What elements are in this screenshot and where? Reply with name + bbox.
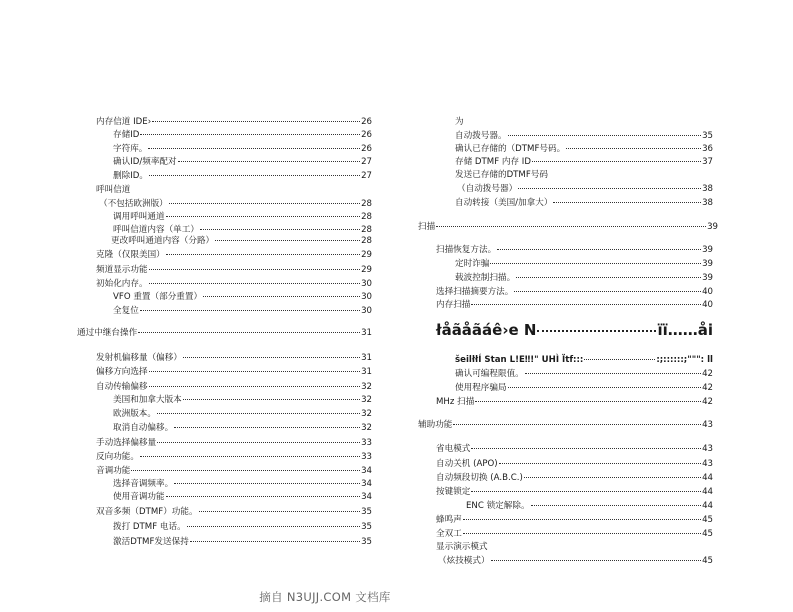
toc-entry-title: 调用呼叫通道 — [113, 212, 165, 222]
toc-dot-leader — [178, 161, 360, 162]
toc-page-number: 45 — [702, 515, 713, 525]
toc-page-number: 32 — [361, 423, 372, 433]
toc-page-number: 38 — [702, 184, 713, 194]
toc-dot-leader — [149, 283, 360, 284]
toc-dot-leader — [514, 291, 701, 292]
toc-dot-leader — [190, 541, 360, 542]
toc-entry[interactable] — [113, 423, 372, 434]
toc-entry-title: MHz 扫描 — [436, 397, 475, 407]
toc-entry-title: 反向功能。 — [96, 452, 139, 462]
toc-dot-leader — [140, 134, 360, 135]
toc-entry-title: VFO 重置（部分重置） — [113, 292, 203, 302]
toc-page-number: 38 — [702, 198, 713, 208]
toc-entry-title: 显示演示模式 — [436, 542, 488, 552]
toc-entry[interactable] — [455, 144, 713, 155]
toc-dot-leader — [149, 386, 360, 387]
toc-page-number: 32 — [361, 382, 372, 392]
toc-page-number: 31 — [361, 367, 372, 377]
toc-entry[interactable] — [436, 322, 713, 338]
toc-page-number: 39 — [702, 273, 713, 283]
toc-entry[interactable] — [96, 117, 372, 128]
toc-entry[interactable] — [436, 397, 713, 408]
toc-entry[interactable] — [96, 279, 372, 290]
toc-entry[interactable] — [96, 185, 372, 196]
toc-entry-title: 使用程序骗局 — [455, 383, 507, 393]
toc-entry-title: 存储ID — [113, 130, 140, 140]
toc-dot-leader — [174, 483, 360, 484]
toc-entry[interactable] — [436, 459, 713, 470]
toc-page-number: 37 — [702, 157, 713, 167]
toc-dot-leader — [471, 304, 701, 305]
toc-entry[interactable] — [77, 328, 372, 339]
toc-page-number: 42 — [702, 369, 713, 379]
toc-entry-title: 发射机偏移量（偏移） — [96, 353, 182, 363]
toc-entry-title: 按键锁定 — [436, 487, 471, 497]
toc-dot-leader — [140, 310, 360, 311]
toc-entry[interactable] — [455, 273, 713, 284]
toc-page-number: 32 — [361, 395, 372, 405]
toc-entry[interactable] — [96, 367, 372, 378]
toc-dot-leader — [491, 560, 701, 561]
toc-dot-leader — [463, 519, 701, 520]
toc-entry-title: 自动转接（美国/加拿大） — [455, 198, 553, 208]
toc-dot-leader — [524, 477, 701, 478]
toc-entry[interactable] — [96, 507, 372, 518]
toc-entry-title: 扫描恢复方法。 — [436, 245, 497, 255]
toc-entry[interactable] — [455, 131, 713, 142]
toc-dot-leader — [508, 135, 701, 136]
toc-dot-leader — [166, 254, 360, 255]
toc-entry-title: 选择扫描摘要方法。 — [436, 287, 514, 297]
toc-entry[interactable] — [113, 157, 372, 168]
toc-page-number: 31 — [361, 353, 372, 363]
toc-entry-title: 确认ID/频率配对 — [113, 157, 177, 167]
toc-entry-title: ENC 锁定解除。 — [466, 501, 530, 511]
toc-entry[interactable] — [113, 306, 372, 317]
toc-page-number: 34 — [361, 466, 372, 476]
toc-dot-leader — [152, 121, 360, 122]
toc-entry-title: 呼叫信道 — [96, 185, 131, 195]
toc-entry-title: 定时诈骗 — [455, 259, 490, 269]
toc-dot-leader — [584, 359, 655, 360]
toc-entry[interactable] — [455, 198, 713, 209]
toc-entry[interactable] — [96, 452, 372, 463]
toc-entry-title: 频道显示功能 — [96, 265, 148, 275]
toc-page-number: 34 — [361, 479, 372, 489]
toc-dot-leader — [138, 332, 360, 333]
toc-entry-title: 欧洲版本。 — [113, 409, 156, 419]
toc-entry[interactable] — [436, 487, 713, 498]
toc-dot-leader — [463, 533, 701, 534]
toc-entry[interactable] — [466, 501, 713, 512]
toc-page-number: 43 — [702, 459, 713, 469]
toc-page-number: 39 — [702, 245, 713, 255]
toc-entry[interactable] — [113, 537, 372, 548]
toc-page-number: 45 — [702, 556, 713, 566]
toc-dot-leader — [566, 148, 701, 149]
toc-entry[interactable] — [113, 492, 372, 503]
toc-entry-title: 为 — [455, 117, 464, 127]
toc-dot-leader — [187, 526, 360, 527]
toc-page-number: 30 — [361, 306, 372, 316]
toc-dot-leader — [166, 496, 360, 497]
toc-entry-title: 自动关机 (APO) — [436, 459, 498, 469]
toc-entry-title: 载波控制扫描。 — [455, 273, 516, 283]
toc-entry-title: 音调功能 — [96, 466, 131, 476]
toc-entry[interactable] — [111, 236, 372, 247]
toc-entry[interactable] — [96, 466, 372, 477]
toc-entry[interactable] — [113, 144, 372, 155]
toc-entry[interactable] — [436, 287, 713, 298]
toc-entry-title: 内存扫描 — [436, 300, 471, 310]
toc-page-number: 28 — [361, 212, 372, 222]
toc-page-number: 27 — [361, 171, 372, 181]
watermark-text: 摘自 N3UJJ.COM 文档库 — [259, 590, 391, 604]
toc-page-number: 26 — [361, 130, 372, 140]
toc-dot-leader — [166, 216, 360, 217]
toc-page-number: 44 — [702, 487, 713, 497]
toc-entry-title: 美国和加拿大版本 — [113, 395, 182, 405]
toc-page-number: 26 — [361, 144, 372, 154]
toc-page-number: 35 — [702, 131, 713, 141]
toc-entry[interactable] — [113, 409, 372, 420]
toc-entry-title: （自动拨号器） — [457, 184, 518, 194]
toc-page-number: 39 — [702, 259, 713, 269]
toc-entry[interactable] — [113, 171, 372, 182]
toc-entry[interactable] — [455, 259, 713, 270]
toc-dot-leader — [516, 277, 701, 278]
toc-dot-leader — [157, 413, 360, 414]
toc-entry-title: 发送已存储的DTMF号码 — [455, 170, 548, 180]
toc-entry-title: 自动拨号器。 — [455, 131, 507, 141]
toc-entry[interactable] — [96, 265, 372, 276]
toc-page-number: 40 — [702, 287, 713, 297]
toc-dot-leader — [183, 357, 360, 358]
toc-entry-title: 省电模式 — [436, 444, 471, 454]
toc-entry[interactable] — [113, 522, 372, 533]
toc-page-number: 35 — [361, 507, 372, 517]
toc-page-number: 30 — [361, 292, 372, 302]
toc-dot-leader — [131, 470, 360, 471]
toc-entry[interactable] — [113, 212, 372, 223]
toc-entry[interactable] — [438, 556, 713, 567]
toc-dot-leader — [453, 424, 701, 425]
toc-entry-title: 手动选择偏移量 — [96, 438, 157, 448]
toc-dot-leader — [518, 188, 701, 189]
toc-entry-title: 呼叫信道内容（单工） — [113, 225, 199, 235]
toc-page-number: ïï……åi — [657, 321, 713, 339]
toc-entry-title: 扫描 — [418, 222, 436, 232]
toc-entry[interactable] — [436, 444, 713, 455]
toc-entry[interactable] — [455, 117, 713, 128]
toc-page-number: 42 — [702, 383, 713, 393]
toc-page-number: 44 — [702, 473, 713, 483]
toc-entry[interactable] — [455, 170, 713, 181]
toc-entry-title: 自动传输偏移 — [96, 382, 148, 392]
toc-entry[interactable] — [96, 438, 372, 449]
toc-entry[interactable] — [96, 382, 372, 393]
toc-entry[interactable] — [436, 300, 713, 311]
toc-dot-leader — [537, 330, 656, 332]
toc-entry-title: 内存信道 IDE› — [96, 117, 152, 127]
toc-dot-leader — [532, 161, 701, 162]
toc-page-number: 29 — [361, 265, 372, 275]
toc-dot-leader — [157, 442, 360, 443]
toc-dot-leader — [499, 463, 701, 464]
toc-entry-title: 蜂鸣声 — [436, 515, 462, 525]
toc-page-number: 36 — [702, 144, 713, 154]
toc-entry[interactable] — [96, 353, 372, 364]
toc-page-number: 33 — [361, 452, 372, 462]
toc-entry-title: 全复位 — [113, 306, 139, 316]
toc-dot-leader — [169, 203, 360, 204]
toc-page-number: 28 — [361, 236, 372, 246]
toc-entry[interactable] — [113, 395, 372, 406]
toc-page-number: 26 — [361, 117, 372, 127]
toc-entry[interactable] — [113, 479, 372, 490]
toc-dot-leader — [148, 148, 360, 149]
toc-entry-title: （炫技模式） — [438, 556, 490, 566]
toc-dot-leader — [525, 373, 701, 374]
toc-dot-leader — [490, 263, 701, 264]
toc-page-number: 28 — [361, 199, 372, 209]
toc-page-number: 42 — [702, 397, 713, 407]
toc-dot-leader — [149, 175, 360, 176]
toc-page-number: 33 — [361, 438, 372, 448]
toc-dot-leader — [531, 505, 702, 506]
toc-entry[interactable] — [455, 355, 713, 366]
toc-page-number: :;::::::;""": ll — [656, 355, 713, 365]
toc-page-number: 40 — [702, 300, 713, 310]
toc-page-number: 45 — [702, 529, 713, 539]
toc-entry[interactable] — [113, 225, 372, 236]
toc-entry-title: 克隆（仅限美国） — [96, 250, 165, 260]
toc-entry-title: 更改呼叫通道内容（分路） — [111, 236, 215, 246]
toc-entry[interactable] — [113, 292, 372, 303]
toc-entry-title: 删除ID。 — [113, 171, 148, 181]
toc-dot-leader — [497, 249, 701, 250]
toc-dot-leader — [149, 371, 360, 372]
toc-page-number: 43 — [702, 420, 713, 430]
toc-entry-title: 全双工 — [436, 529, 462, 539]
toc-entry-title: 自动频段切换 (A.B.C.) — [436, 473, 523, 483]
toc-dot-leader — [471, 491, 701, 492]
toc-entry-title: 取消自动偏移。 — [113, 423, 174, 433]
toc-entry[interactable] — [455, 383, 713, 394]
toc-page-number: 30 — [361, 279, 372, 289]
toc-dot-leader — [199, 511, 360, 512]
toc-page-number: 31 — [361, 328, 372, 338]
toc-page-number: 35 — [361, 537, 372, 547]
toc-entry-title: 通过中继台操作 — [77, 328, 138, 338]
toc-entry-title: 确认可编程限值。 — [455, 369, 524, 379]
toc-page-number: 28 — [361, 225, 372, 235]
toc-page-number: 35 — [361, 522, 372, 532]
toc-dot-leader — [553, 202, 701, 203]
toc-dot-leader — [215, 240, 360, 241]
toc-entry[interactable] — [418, 222, 718, 233]
toc-entry[interactable] — [436, 515, 713, 526]
toc-dot-leader — [140, 456, 360, 457]
toc-page-number: 43 — [702, 444, 713, 454]
toc-dot-leader — [471, 448, 701, 449]
toc-entry-title: 初始化内存。 — [96, 279, 148, 289]
toc-entry-title: šeilłłÍ Stan L!E‼!" UHÌ Ïtf::: — [455, 355, 584, 365]
toc-entry[interactable] — [455, 369, 713, 380]
toc-dot-leader — [203, 296, 360, 297]
toc-page-number: 34 — [361, 492, 372, 502]
toc-entry-title: 使用音调功能 — [113, 492, 165, 502]
toc-entry[interactable] — [113, 130, 372, 141]
toc-entry[interactable] — [436, 529, 713, 540]
toc-page-number: 39 — [707, 222, 718, 232]
toc-entry[interactable] — [436, 473, 713, 484]
toc-entry[interactable] — [418, 420, 713, 431]
toc-dot-leader — [183, 399, 360, 400]
toc-entry-title: 存储 DTMF 内存 ID — [455, 157, 531, 167]
toc-entry-title: łåãåãáê›e N — [436, 321, 537, 339]
toc-dot-leader — [149, 269, 360, 270]
toc-page-number: 29 — [361, 250, 372, 260]
toc-entry[interactable] — [436, 245, 713, 256]
toc-entry-title: 字符库。 — [113, 144, 148, 154]
toc-entry[interactable] — [455, 157, 713, 168]
toc-entry-title: 激活DTMF发送保持 — [113, 537, 189, 547]
toc-dot-leader — [200, 229, 360, 230]
toc-entry[interactable] — [457, 184, 713, 195]
toc-dot-leader — [508, 387, 701, 388]
toc-page-number: 27 — [361, 157, 372, 167]
toc-entry[interactable] — [96, 250, 372, 261]
toc-page-number: 32 — [361, 409, 372, 419]
toc-entry-title: 辅助功能 — [418, 420, 453, 430]
toc-dot-leader — [436, 226, 706, 227]
toc-entry-title: 偏移方向选择 — [96, 367, 148, 377]
toc-entry-title: 拨打 DTMF 电话。 — [113, 522, 186, 532]
toc-dot-leader — [475, 401, 701, 402]
toc-page-number: 44 — [702, 501, 713, 511]
toc-dot-leader — [174, 427, 360, 428]
toc-entry-title: 双音多频（DTMF）功能。 — [96, 507, 198, 517]
toc-entry-title: 确认已存储的（DTMF号码。 — [455, 144, 566, 154]
toc-entry[interactable] — [99, 199, 372, 210]
toc-entry-title: 选择音调频率。 — [113, 479, 174, 489]
toc-entry[interactable] — [436, 542, 713, 553]
toc-entry-title: （不包括欧洲版） — [99, 199, 168, 209]
